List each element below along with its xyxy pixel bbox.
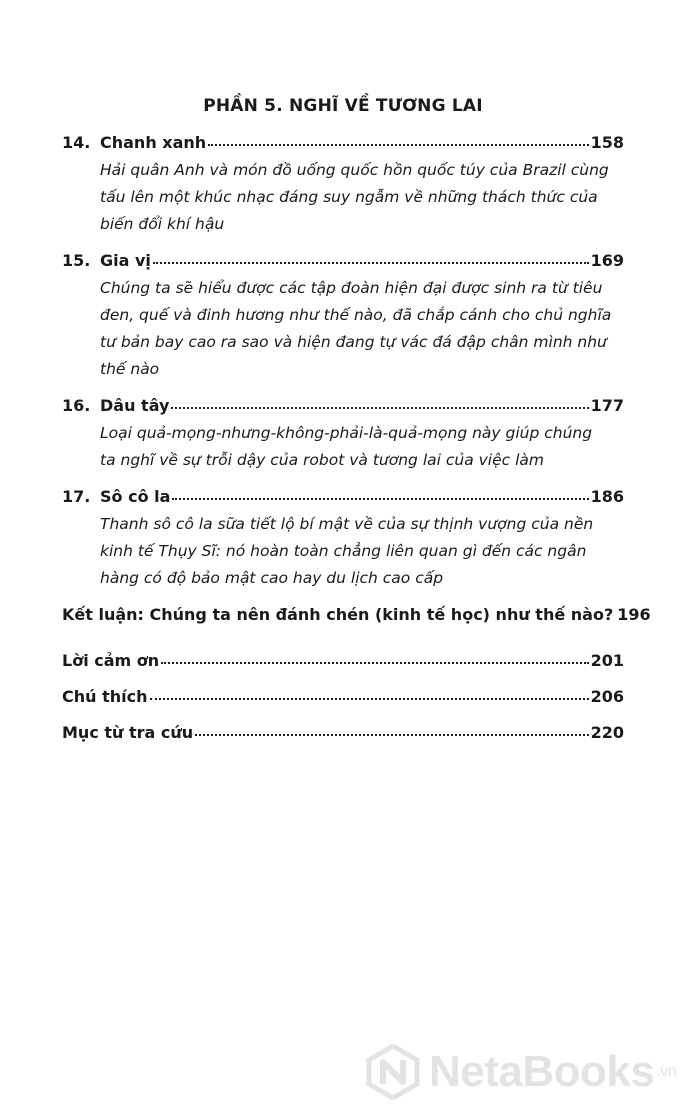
toc-row[interactable]	[62, 602, 651, 626]
chapter-number: 14.	[62, 133, 91, 152]
description-line: Loại quả-mọng-nhưng-không-phải-là-quả-mọng này giúp chúng	[100, 424, 593, 442]
page-number: 186	[590, 487, 624, 506]
dot-leader	[150, 682, 589, 700]
back-matter-title: Lời cảm ơn	[62, 651, 160, 670]
watermark-suffix: .vn	[656, 1063, 677, 1080]
chapter-number: 16.	[62, 396, 91, 415]
part-title: PHẦN 5. NGHĨ VỀ TƯƠNG LAI	[203, 96, 483, 116]
description-line: ta nghĩ về sự trỗi dậy của robot và tương lai của việc làm	[100, 451, 544, 469]
description-line: biến đổi khí hậu	[100, 215, 225, 233]
toc-row[interactable]	[62, 484, 624, 508]
chapter-number: 15.	[62, 251, 91, 270]
chapter-number: 17.	[62, 487, 91, 506]
description-line: Chúng ta sẽ hiểu được các tập đoàn hiện đại được sinh ra từ tiêu	[100, 279, 603, 297]
table-of-contents	[62, 130, 651, 754]
description-line: thế nào	[100, 360, 160, 378]
description-line: tấu lên một khúc nhạc đáng suy ngẫm về những thách thức của	[100, 188, 598, 206]
description-line: kinh tế Thụy Sĩ: nó hoàn toàn chẳng liên quan gì đến các ngân	[100, 542, 587, 560]
page-number: 206	[590, 687, 624, 706]
toc-entry-acknowledgements	[62, 648, 624, 672]
page-number: 196	[617, 605, 651, 624]
description-line: Hải quân Anh và món đồ uống quốc hồn quốc túy của Brazil cùng	[100, 161, 609, 179]
toc-entry-notes	[62, 684, 624, 708]
back-matter-title: Chú thích	[62, 687, 148, 706]
description-line: hàng có độ bảo mật cao hay du lịch cao cấp	[100, 569, 444, 587]
chapter-description	[100, 275, 624, 383]
toc-row[interactable]	[62, 393, 624, 417]
toc-entry-conclusion	[62, 602, 651, 626]
dot-leader	[171, 391, 588, 409]
toc-row[interactable]	[62, 648, 624, 672]
chapter-title: Chanh xanh	[100, 133, 207, 152]
chapter-title: Gia vị	[100, 251, 151, 270]
toc-entry-index	[62, 720, 624, 744]
description-line: đen, quế và đinh hương như thế nào, đã chắp cánh cho chủ nghĩa	[100, 306, 612, 324]
back-matter-title: Mục từ tra cứu	[62, 723, 194, 742]
chapter-description	[100, 511, 624, 592]
description-line: Thanh sô cô la sữa tiết lộ bí mật về của sự thịnh vượng của nền	[100, 515, 594, 533]
page-number: 169	[590, 251, 624, 270]
dot-leader	[195, 718, 588, 736]
toc-entry-chapter-17	[62, 484, 624, 592]
toc-entry-chapter-15	[62, 248, 624, 383]
chapter-description	[100, 157, 624, 238]
dot-leader	[208, 128, 588, 146]
dot-leader	[153, 246, 589, 264]
page-number: 220	[590, 723, 624, 742]
chapter-description	[100, 420, 624, 474]
toc-row[interactable]	[62, 684, 624, 708]
description-line: tư bản bay cao ra sao và hiện đang tự vác đá đập chân mình như	[100, 333, 607, 351]
chapter-title: Dâu tây	[100, 396, 170, 415]
conclusion-title: Kết luận: Chúng ta nên đánh chén (kinh tế học) như thế nào?	[62, 605, 614, 624]
watermark	[365, 1042, 685, 1102]
netabooks-logo-icon	[365, 1044, 421, 1100]
page-number: 158	[590, 133, 624, 152]
page-number: 201	[590, 651, 624, 670]
toc-row[interactable]	[62, 720, 624, 744]
chapter-title: Sô cô la	[100, 487, 171, 506]
toc-entry-chapter-16	[62, 393, 624, 474]
page-number: 177	[590, 396, 624, 415]
toc-entry-chapter-14	[62, 130, 624, 238]
watermark-brand: NetaBooks	[429, 1047, 655, 1096]
toc-row[interactable]	[62, 130, 624, 154]
dot-leader	[172, 482, 588, 500]
dot-leader	[161, 646, 588, 664]
toc-row[interactable]	[62, 248, 624, 272]
